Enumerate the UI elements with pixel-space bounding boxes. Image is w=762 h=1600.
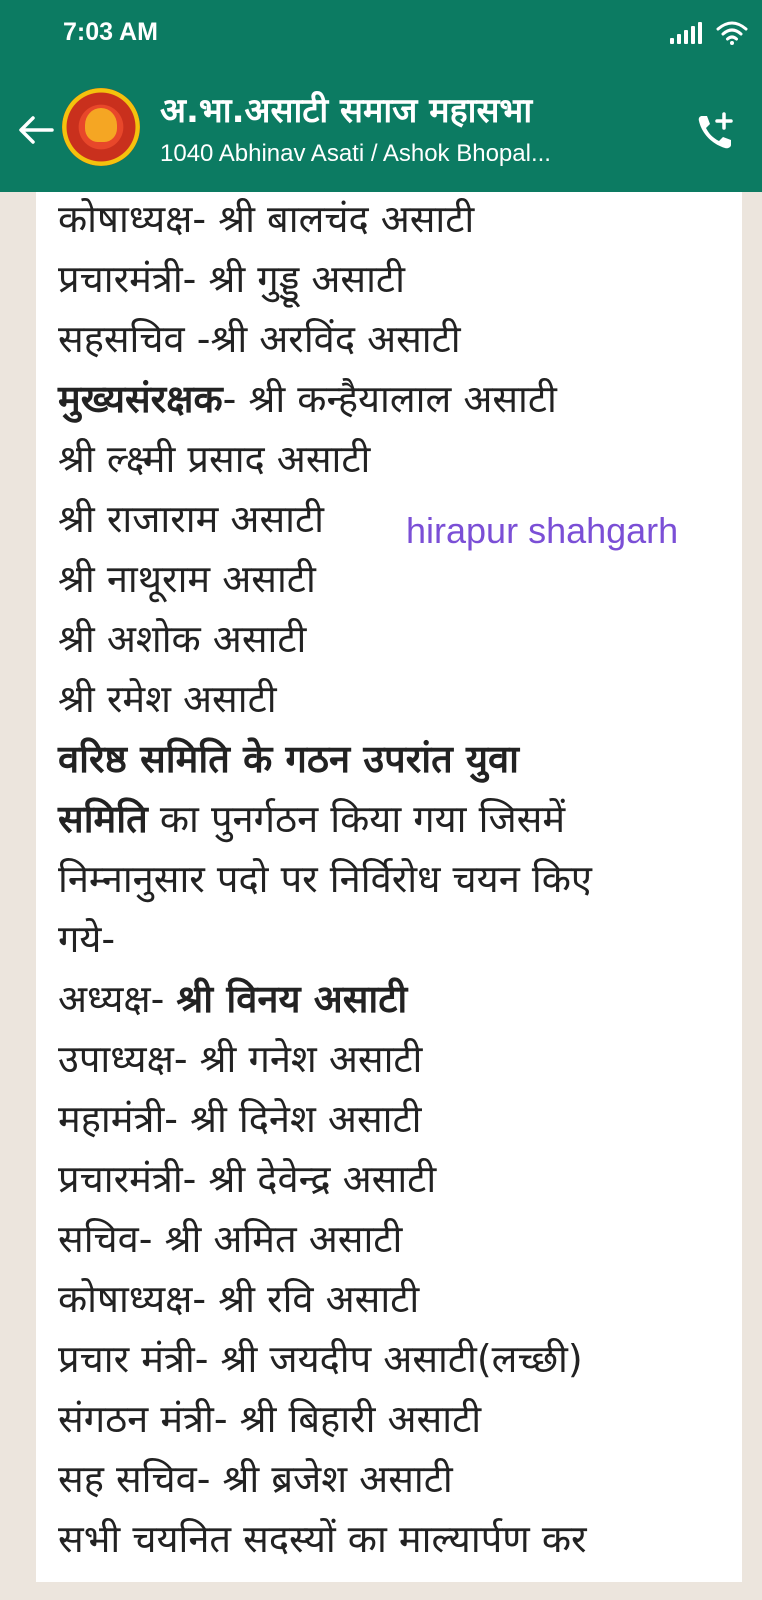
message-line: गये-: [58, 917, 116, 961]
message-line: सह सचिव- श्री ब्रजेश असाटी: [58, 1457, 453, 1501]
message-line: महामंत्री- श्री दिनेश असाटी: [58, 1097, 422, 1141]
committee-word: समिति: [58, 797, 148, 841]
message-line: उपाध्यक्ष- श्री गनेश असाटी: [58, 1037, 423, 1081]
add-call-button[interactable]: [692, 108, 740, 156]
message-line: प्रचारमंत्री- श्री गुड्डू असाटी: [58, 257, 405, 301]
message-line: सचिव- श्री अमित असाटी: [58, 1217, 403, 1261]
add-call-icon: [694, 110, 738, 154]
message-line: सभी चयनित सदस्यों का माल्यार्पण कर: [58, 1517, 587, 1561]
arrow-left-icon: [18, 115, 54, 145]
status-time: 7:03 AM: [63, 18, 158, 46]
message-line: अध्यक्ष- श्री विनय असाटी: [58, 977, 408, 1021]
message-line: समिति का पुनर्गठन किया गया जिसमें: [58, 797, 566, 841]
message-line: श्री नाथूराम असाटी: [58, 557, 316, 601]
message-line: वरिष्ठ समिति के गठन उपरांत युवा: [58, 737, 520, 781]
status-icons: [670, 20, 748, 46]
back-button[interactable]: [14, 108, 58, 152]
message-line: श्री ल्क्ष्मी प्रसाद असाटी: [58, 437, 371, 481]
president-name: श्री विनय असाटी: [176, 977, 408, 1021]
signal-icon: [670, 22, 702, 44]
watermark-text: hirapur shahgarh: [406, 510, 679, 551]
wifi-icon: [716, 20, 748, 46]
chat-header: [0, 0, 762, 192]
message-bubble: [36, 192, 742, 1582]
patron-label: मुख्यसंरक्षक: [58, 377, 223, 421]
message-line: श्री अशोक असाटी: [58, 617, 307, 661]
group-title[interactable]: अ.भा.असाटी समाज महासभा: [160, 91, 533, 131]
message-line: मुख्यसंरक्षक- श्री कन्हैयालाल असाटी: [58, 377, 557, 421]
message-line: निम्नानुसार पदो पर निर्विरोध चयन किए: [58, 857, 592, 901]
message-line: प्रचारमंत्री- श्री देवेन्द्र असाटी: [58, 1157, 437, 1201]
message-line: श्री राजाराम असाटी: [58, 497, 324, 541]
chat-background-strip: [0, 1582, 762, 1600]
message-line: सहसचिव -श्री अरविंद असाटी: [58, 317, 461, 361]
message-line: कोषाध्यक्ष- श्री रवि असाटी: [58, 1277, 420, 1321]
deity-image: [85, 108, 117, 142]
group-members-subtitle[interactable]: 1040 Abhinav Asati / Ashok Bhopal...: [160, 140, 551, 167]
message-line: कोषाध्यक्ष- श्री बालचंद असाटी: [58, 197, 475, 241]
message-line: प्रचार मंत्री- श्री जयदीप असाटी(लच्छी): [58, 1337, 583, 1381]
message-line: संगठन मंत्री- श्री बिहारी असाटी: [58, 1397, 482, 1441]
group-avatar[interactable]: [62, 88, 140, 166]
message-line: श्री रमेश असाटी: [58, 677, 277, 721]
